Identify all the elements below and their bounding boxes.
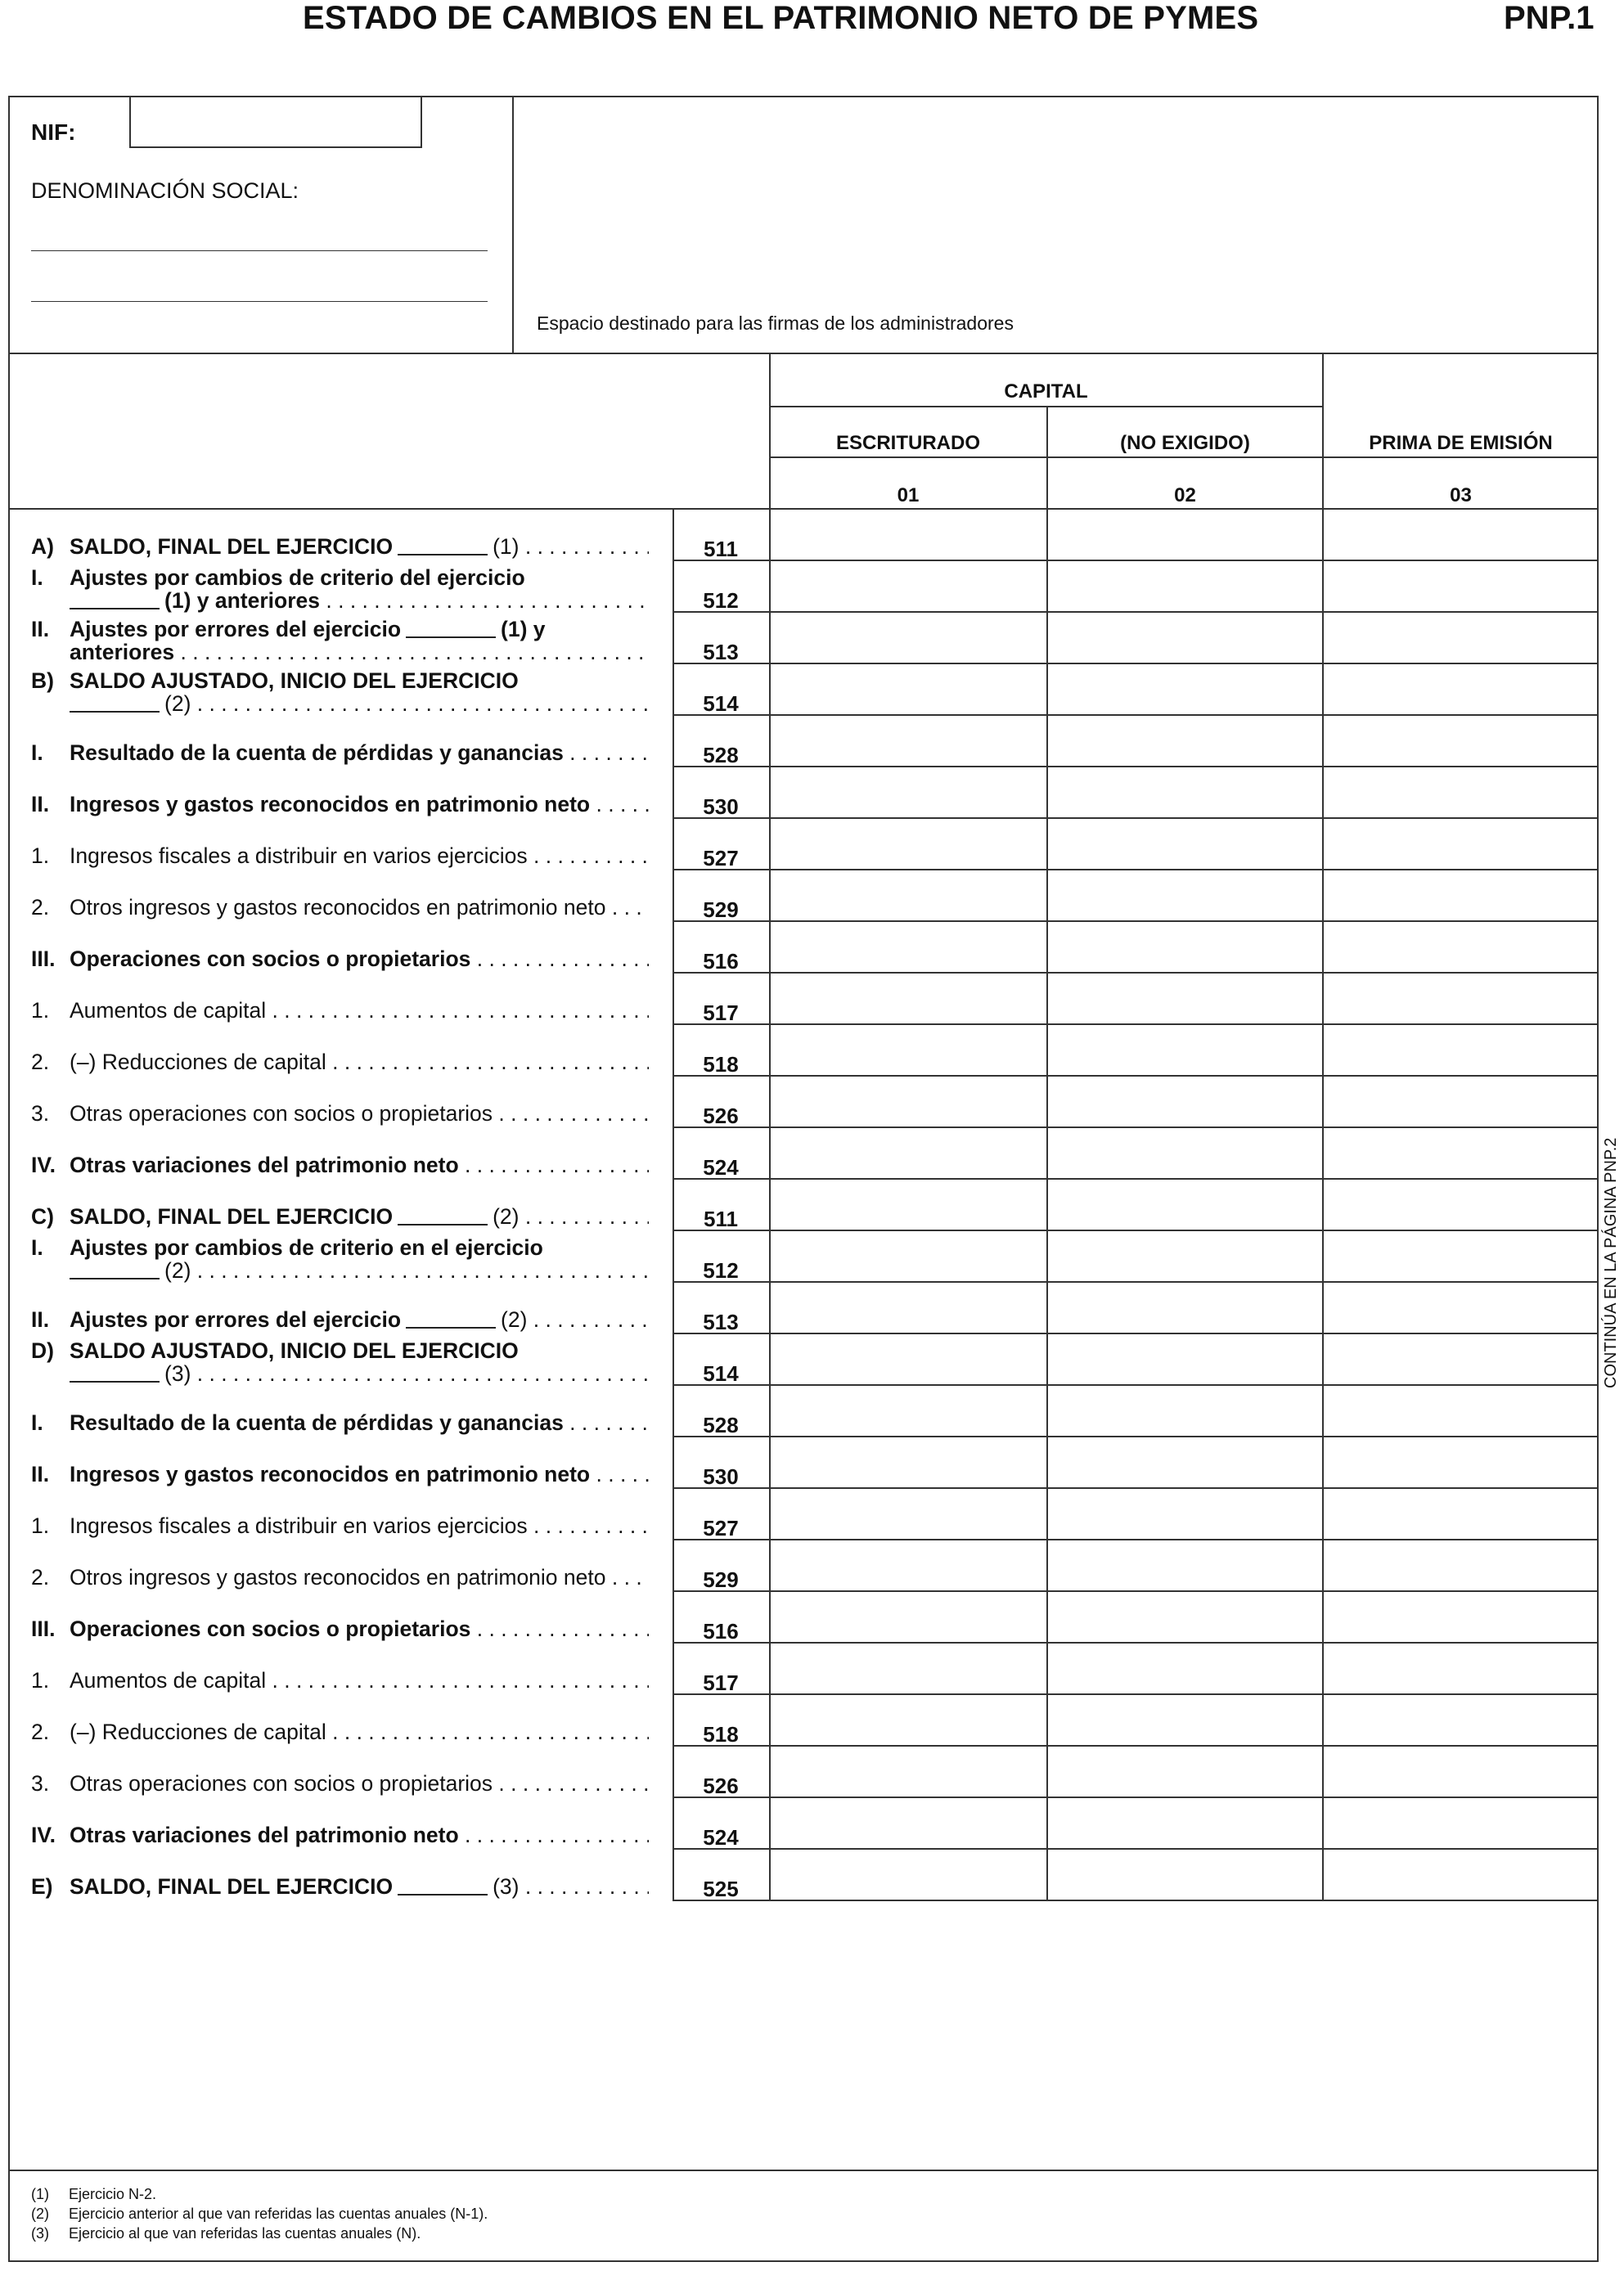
footnote	[31, 2186, 156, 2203]
capital-header: CAPITAL	[1004, 380, 1088, 402]
value-cell-col3[interactable]	[1322, 1695, 1599, 1747]
row-text: Otras operaciones con socios o propietarios	[70, 1771, 493, 1796]
value-cell-col3[interactable]	[1322, 1540, 1599, 1592]
row-code: 514	[703, 1361, 739, 1386]
row-text: Ajustes por errores del ejercicio	[70, 617, 402, 641]
row-number: 3.	[31, 1101, 50, 1126]
row-text-suffix: (1)	[493, 534, 520, 559]
value-cell-col3[interactable]	[1322, 870, 1599, 922]
row-label	[31, 1720, 649, 1744]
row-code: 517	[703, 1001, 739, 1025]
row-number: 1.	[31, 1668, 50, 1693]
value-cell-col3[interactable]	[1322, 1489, 1599, 1540]
row-text-line2: (3)	[164, 1361, 191, 1386]
row-text: Ingresos y gastos reconocidos en patrimonio neto	[70, 792, 591, 816]
row-label	[31, 843, 649, 868]
row-text: (–) Reducciones de capital	[70, 1720, 326, 1744]
row-number: D)	[31, 1338, 54, 1363]
row-label	[31, 534, 649, 559]
value-cell-col3[interactable]	[1322, 664, 1599, 716]
col-escriturado-header: ESCRITURADO	[835, 432, 980, 454]
row-number: II.	[31, 1462, 50, 1486]
value-cell-col2[interactable]	[1046, 819, 1324, 870]
value-cell-col3[interactable]	[1322, 1283, 1599, 1334]
page-title: ESTADO DE CAMBIOS EN EL PATRIMONIO NETO DE PYMES	[303, 0, 1259, 36]
row-number: 2.	[31, 1565, 50, 1590]
row-number: 2.	[31, 895, 50, 920]
col-no-exigido-header: (NO EXIGIDO)	[1120, 432, 1250, 454]
row-code: 524	[703, 1155, 739, 1180]
row-number: I.	[31, 1410, 43, 1435]
value-cell-col2[interactable]	[1046, 922, 1324, 974]
row-label	[31, 1617, 649, 1641]
row-text: Ajustes por errores del ejercicio	[70, 1307, 402, 1332]
value-cell-col2[interactable]	[1046, 870, 1324, 922]
id-bottom-rule	[8, 353, 1599, 354]
footnote-text: Ejercicio al que van referidas las cuentas anuales (N).	[69, 2225, 421, 2242]
value-cell-col2[interactable]	[1046, 1747, 1324, 1798]
row-text: Ingresos fiscales a distribuir en varios ejercicios	[70, 843, 528, 868]
row-code: 518	[703, 1722, 739, 1747]
row-number: 1.	[31, 1513, 50, 1538]
row-code: 518	[703, 1052, 739, 1077]
row-code: 529	[703, 1567, 739, 1592]
value-cell-col2[interactable]	[1046, 1334, 1324, 1386]
year-blank[interactable]	[70, 607, 160, 609]
row-code: 516	[703, 1619, 739, 1644]
value-cell-col1[interactable]	[769, 561, 1048, 613]
value-cell-col2[interactable]	[1046, 1180, 1324, 1231]
row-label	[31, 668, 649, 714]
value-cell-col3[interactable]	[1322, 1386, 1599, 1437]
value-cell-col2[interactable]	[1046, 1437, 1324, 1489]
row-text-line2: anteriores	[70, 640, 175, 664]
row-label	[31, 1874, 649, 1899]
row-text: Otras variaciones del patrimonio neto	[70, 1153, 459, 1177]
row-label	[31, 1823, 649, 1847]
value-cell-col2[interactable]	[1046, 1540, 1324, 1592]
footnote	[31, 2206, 488, 2223]
row-label	[31, 1153, 649, 1177]
row-text: Operaciones con socios o propietarios	[70, 1617, 471, 1641]
value-cell-col1[interactable]	[769, 1077, 1048, 1128]
row-label	[31, 740, 649, 765]
footnote-number: (3)	[31, 2225, 49, 2242]
row-code: 511	[704, 1207, 738, 1231]
row-text: Otros ingresos y gastos reconocidos en patrimonio neto	[70, 895, 606, 920]
footnote-text: Ejercicio N-2.	[69, 2186, 157, 2202]
row-text: Ajustes por cambios de criterio del ejercicio	[70, 565, 525, 590]
row-label	[31, 792, 649, 816]
value-cell-col1[interactable]	[769, 1540, 1048, 1592]
value-cell-col3[interactable]	[1322, 1025, 1599, 1077]
row-text: SALDO AJUSTADO, INICIO DEL EJERCICIO	[70, 1338, 519, 1363]
row-label	[31, 998, 649, 1023]
value-cell-col3[interactable]	[1322, 767, 1599, 819]
value-cell-col1[interactable]	[769, 870, 1048, 922]
row-label	[31, 1462, 649, 1486]
row-text: SALDO, FINAL DEL EJERCICIO	[70, 1204, 394, 1229]
row-number: I.	[31, 1235, 43, 1260]
denominacion-line-1[interactable]	[31, 250, 488, 251]
row-code: 528	[703, 743, 739, 767]
value-cell-col2[interactable]	[1046, 1695, 1324, 1747]
row-text-line2: (2)	[164, 1258, 191, 1283]
value-cell-col1[interactable]	[769, 1489, 1048, 1540]
value-cell-col1[interactable]	[769, 1128, 1048, 1180]
row-code: 527	[703, 1516, 739, 1540]
row-label	[31, 1204, 649, 1229]
value-cell-col2[interactable]	[1046, 1850, 1324, 1901]
year-blank[interactable]	[406, 636, 496, 638]
row-number: 2.	[31, 1720, 50, 1744]
row-text: SALDO, FINAL DEL EJERCICIO	[70, 534, 394, 559]
year-blank[interactable]	[70, 1380, 160, 1383]
value-cell-col2[interactable]	[1046, 1386, 1324, 1437]
value-cell-col1[interactable]	[769, 1644, 1048, 1695]
row-code: 511	[704, 537, 738, 561]
value-cell-col2[interactable]	[1046, 1283, 1324, 1334]
row-number: E)	[31, 1874, 53, 1899]
row-label	[31, 947, 649, 971]
row-label	[31, 1410, 649, 1435]
denominacion-line-2[interactable]	[31, 301, 488, 302]
value-cell-col1[interactable]	[769, 1025, 1048, 1077]
value-cell-col3[interactable]	[1322, 1334, 1599, 1386]
row-label	[31, 617, 649, 663]
year-blank[interactable]	[398, 1893, 488, 1895]
row-label	[31, 1235, 649, 1281]
value-cell-col3[interactable]	[1322, 1180, 1599, 1231]
row-text: Otras operaciones con socios o propietarios	[70, 1101, 493, 1126]
value-cell-col1[interactable]	[769, 1592, 1048, 1644]
value-cell-col3[interactable]	[1322, 1850, 1599, 1901]
row-number: III.	[31, 1617, 56, 1641]
row-code: 529	[703, 897, 739, 922]
row-code: 530	[703, 794, 739, 819]
value-cell-col3[interactable]	[1322, 922, 1599, 974]
value-cell-col3[interactable]	[1322, 1077, 1599, 1128]
value-cell-col3[interactable]	[1322, 1231, 1599, 1283]
value-cell-col2[interactable]	[1046, 1128, 1324, 1180]
value-cell-col1[interactable]	[769, 510, 1048, 561]
row-text: Ajustes por cambios de criterio en el ejercicio	[70, 1235, 543, 1260]
row-text-line2: (1) y anteriores	[164, 588, 320, 613]
row-code: 513	[703, 1310, 739, 1334]
row-number: 1.	[31, 998, 50, 1023]
footnote-text: Ejercicio anterior al que van referidas las cuentas anuales (N-1).	[69, 2206, 488, 2222]
col-code-03: 03	[1450, 484, 1472, 506]
row-number: C)	[31, 1204, 54, 1229]
value-cell-col1[interactable]	[769, 1695, 1048, 1747]
value-cell-col3[interactable]	[1322, 510, 1599, 561]
row-number: II.	[31, 617, 50, 641]
value-cell-col3[interactable]	[1322, 1798, 1599, 1850]
value-cell-col2[interactable]	[1046, 561, 1324, 613]
row-text: Aumentos de capital	[70, 998, 267, 1023]
nif-label: NIF:	[31, 119, 76, 145]
row-code: 526	[703, 1774, 739, 1798]
row-number: 1.	[31, 843, 50, 868]
row-label	[31, 565, 649, 611]
row-code: 512	[703, 1258, 739, 1283]
row-number: 2.	[31, 1050, 50, 1074]
row-text: Operaciones con socios o propietarios	[70, 947, 471, 971]
footnote-rule	[8, 2170, 1599, 2171]
value-cell-col1[interactable]	[769, 1850, 1048, 1901]
value-cell-col3[interactable]	[1322, 1747, 1599, 1798]
value-cell-col2[interactable]	[1046, 716, 1324, 767]
row-text: SALDO, FINAL DEL EJERCICIO	[70, 1874, 394, 1899]
value-cell-col1[interactable]	[769, 1334, 1048, 1386]
value-cell-col1[interactable]	[769, 1437, 1048, 1489]
value-cell-col1[interactable]	[769, 767, 1048, 819]
value-cell-col1[interactable]	[769, 664, 1048, 716]
col-code-01: 01	[897, 484, 920, 506]
row-number: II.	[31, 1307, 50, 1332]
value-cell-col2[interactable]	[1046, 1077, 1324, 1128]
row-label	[31, 1668, 649, 1693]
year-blank[interactable]	[70, 710, 160, 713]
row-number: IV.	[31, 1153, 56, 1177]
row-text-line2: (2)	[164, 691, 191, 716]
row-code: 512	[703, 588, 739, 613]
row-text-suffix: (2)	[501, 1307, 528, 1332]
row-number: I.	[31, 740, 43, 765]
row-text: (–) Reducciones de capital	[70, 1050, 326, 1074]
row-text-suffix: (1) y	[501, 617, 546, 641]
row-code: 526	[703, 1104, 739, 1128]
value-cell-col2[interactable]	[1046, 767, 1324, 819]
row-code: 516	[703, 949, 739, 974]
footnote-number: (1)	[31, 2186, 49, 2202]
value-cell-col2[interactable]	[1046, 510, 1324, 561]
row-number: II.	[31, 792, 50, 816]
row-text: Otros ingresos y gastos reconocidos en patrimonio neto	[70, 1565, 606, 1590]
row-text: Resultado de la cuenta de pérdidas y ganancias	[70, 1410, 564, 1435]
value-cell-col1[interactable]	[769, 922, 1048, 974]
row-label	[31, 1050, 649, 1074]
value-cell-col1[interactable]	[769, 1283, 1048, 1334]
row-code: 525	[703, 1877, 739, 1901]
row-number: I.	[31, 565, 43, 590]
value-cell-col2[interactable]	[1046, 974, 1324, 1025]
value-cell-col1[interactable]	[769, 1231, 1048, 1283]
value-cell-col1[interactable]	[769, 1386, 1048, 1437]
col-code-02: 02	[1174, 484, 1196, 506]
row-code: 530	[703, 1464, 739, 1489]
value-cell-col2[interactable]	[1046, 1592, 1324, 1644]
value-cell-col1[interactable]	[769, 1798, 1048, 1850]
row-text: Ingresos fiscales a distribuir en varios ejercicios	[70, 1513, 528, 1538]
value-cell-col1[interactable]	[769, 819, 1048, 870]
row-text: Resultado de la cuenta de pérdidas y ganancias	[70, 740, 564, 765]
year-blank[interactable]	[406, 1326, 496, 1329]
row-text: Otras variaciones del patrimonio neto	[70, 1823, 459, 1847]
value-cell-col2[interactable]	[1046, 1489, 1324, 1540]
value-cell-col2[interactable]	[1046, 1231, 1324, 1283]
value-cell-col3[interactable]	[1322, 1644, 1599, 1695]
value-cell-col1[interactable]	[769, 716, 1048, 767]
row-label	[31, 1101, 649, 1126]
value-cell-col1[interactable]	[769, 1747, 1048, 1798]
row-number: III.	[31, 947, 56, 971]
row-code: 524	[703, 1825, 739, 1850]
row-label	[31, 1513, 649, 1538]
nif-input[interactable]	[129, 96, 422, 148]
row-code: 513	[703, 640, 739, 664]
value-cell-col3[interactable]	[1322, 613, 1599, 664]
row-label	[31, 1338, 649, 1384]
value-cell-col3[interactable]	[1322, 1592, 1599, 1644]
row-label	[31, 1565, 649, 1590]
continue-note: CONTINÚA EN LA PÁGINA PNP.2	[1602, 1137, 1620, 1388]
value-cell-col1[interactable]	[769, 1180, 1048, 1231]
row-number: B)	[31, 668, 54, 693]
row-label	[31, 895, 649, 920]
value-cell-col3[interactable]	[1322, 1437, 1599, 1489]
year-blank[interactable]	[398, 1223, 488, 1225]
value-cell-col2[interactable]	[1046, 1644, 1324, 1695]
value-cell-col3[interactable]	[1322, 561, 1599, 613]
row-label	[31, 1771, 649, 1796]
denominacion-label: DENOMINACIÓN SOCIAL:	[31, 178, 299, 203]
value-cell-col3[interactable]	[1322, 974, 1599, 1025]
value-cell-col3[interactable]	[1322, 716, 1599, 767]
row-text: SALDO AJUSTADO, INICIO DEL EJERCICIO	[70, 668, 519, 693]
value-cell-col2[interactable]	[1046, 613, 1324, 664]
header-code-rule	[769, 456, 1599, 458]
row-text-suffix: (2)	[493, 1204, 520, 1229]
row-code: 514	[703, 691, 739, 716]
year-blank[interactable]	[398, 553, 488, 555]
row-code: 528	[703, 1413, 739, 1437]
row-label	[31, 1307, 649, 1332]
value-cell-col1[interactable]	[769, 613, 1048, 664]
value-cell-col1[interactable]	[769, 974, 1048, 1025]
firmas-label: Espacio destinado para las firmas de los administradores	[537, 313, 1014, 334]
row-number: A)	[31, 534, 54, 559]
value-cell-col2[interactable]	[1046, 1025, 1324, 1077]
row-code: 517	[703, 1671, 739, 1695]
form-code: PNP.1	[1504, 0, 1595, 36]
year-blank[interactable]	[70, 1277, 160, 1279]
footnote	[31, 2225, 421, 2242]
value-cell-col3[interactable]	[1322, 819, 1599, 870]
col-prima-header: PRIMA DE EMISIÓN	[1369, 432, 1553, 454]
row-number: IV.	[31, 1823, 56, 1847]
row-code: 527	[703, 846, 739, 870]
footnote-number: (2)	[31, 2206, 49, 2222]
value-cell-col3[interactable]	[1322, 1128, 1599, 1180]
row-text: Aumentos de capital	[70, 1668, 267, 1693]
value-cell-col2[interactable]	[1046, 664, 1324, 716]
row-number: 3.	[31, 1771, 50, 1796]
value-cell-col2[interactable]	[1046, 1798, 1324, 1850]
firmas-area[interactable]	[514, 97, 1597, 353]
row-text: Ingresos y gastos reconocidos en patrimonio neto	[70, 1462, 591, 1486]
row-text-suffix: (3)	[493, 1874, 520, 1899]
